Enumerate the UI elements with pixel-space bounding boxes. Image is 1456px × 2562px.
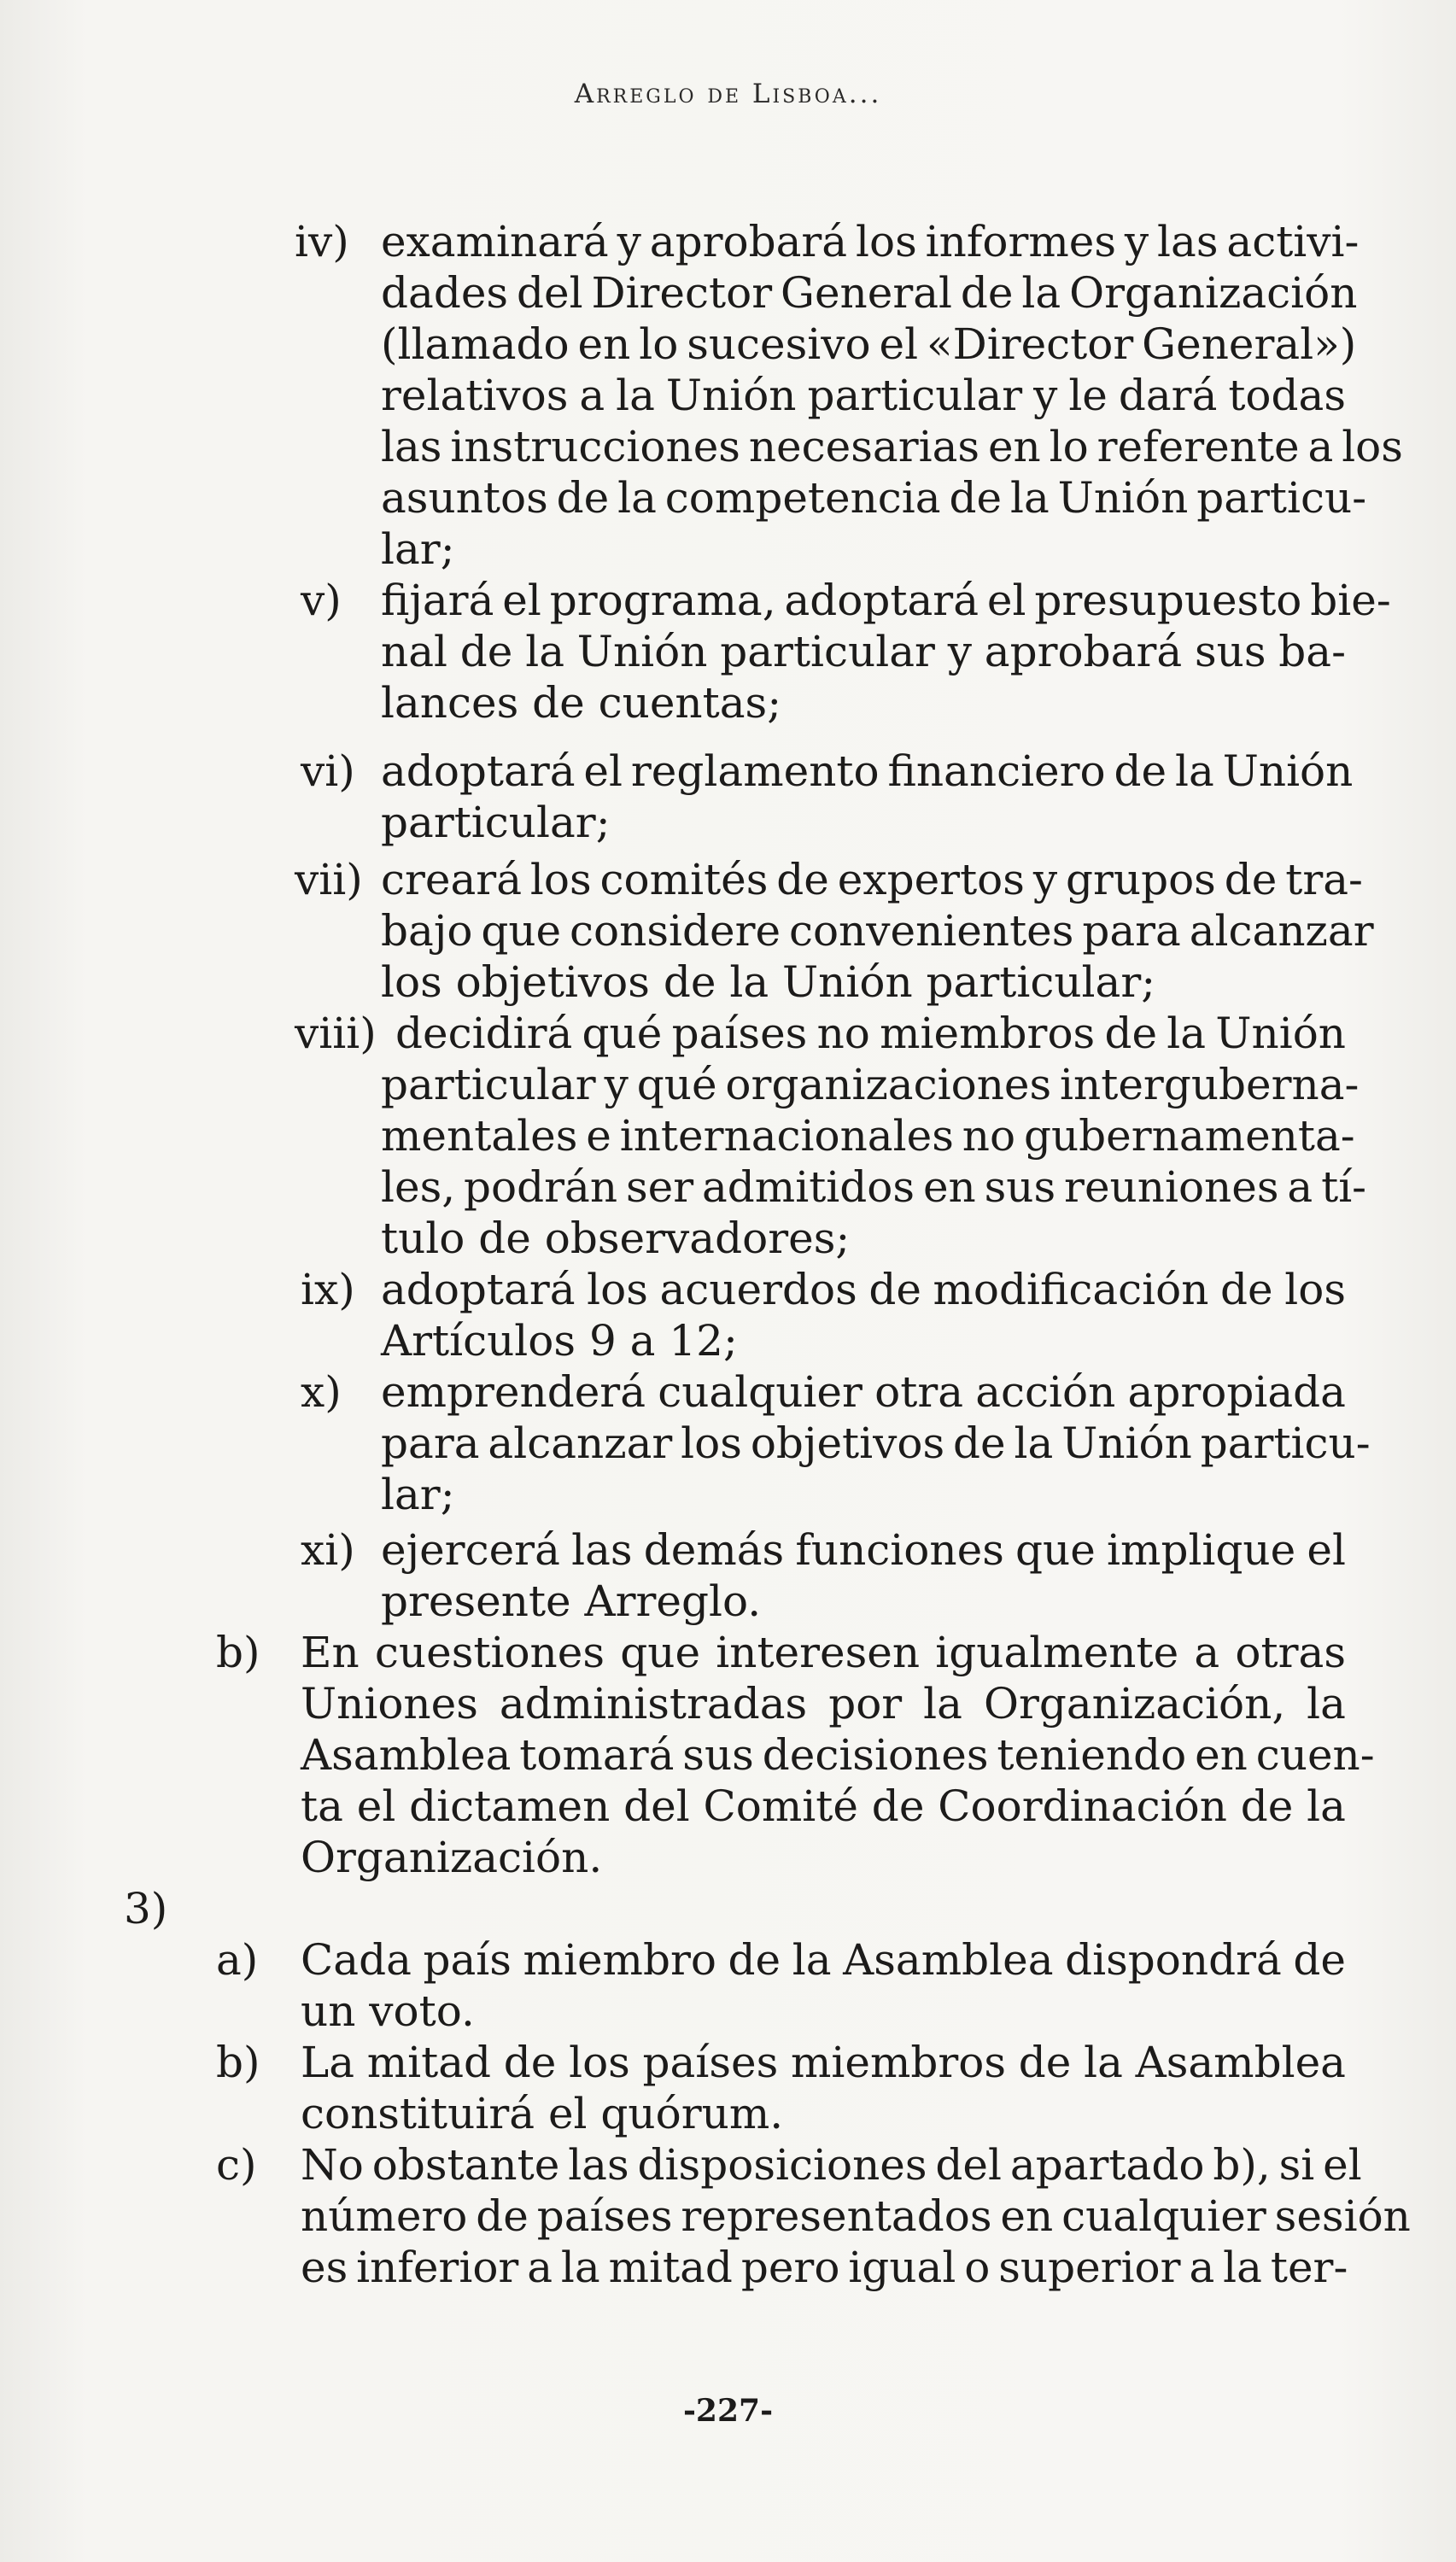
item-text-line: nal de la Unión particular y aprobará sus ba- — [381, 627, 1346, 676]
item-text-line: No obstante las disposiciones del apartado b), si el — [301, 2140, 1362, 2190]
section-label: 3) — [124, 1884, 168, 1933]
item-text-line: fijará el programa, adoptará el presupuesto bie- — [381, 576, 1391, 625]
item-text-line: asuntos de la competencia de la Unión particu- — [381, 473, 1367, 523]
item-text-line: les, podrán ser admitidos en sus reuniones a tí- — [381, 1162, 1367, 1212]
item-label: b) — [216, 2038, 260, 2087]
item-text-line: emprenderá cualquier otra acción apropiada — [381, 1367, 1346, 1417]
item-label: vii) — [295, 855, 363, 904]
item-text-line: para alcanzar los objetivos de la Unión particu- — [381, 1418, 1371, 1468]
item-text-line: bajo que considere convenientes para alcanzar — [381, 906, 1374, 956]
item-label: xi) — [301, 1525, 355, 1575]
item-text-line: La mitad de los países miembros de la Asamblea — [301, 2038, 1346, 2087]
item-text-line: particular; — [381, 798, 611, 847]
item-text-line: mentales e internacionales no gubernamenta- — [381, 1111, 1355, 1161]
item-text-line: Organización. — [301, 1833, 603, 1882]
item-text-line: lar; — [381, 524, 455, 574]
item-text-line: número de países representados en cualquier sesión — [301, 2191, 1411, 2241]
item-text-line: (llamado en lo sucesivo el «Director General») — [381, 319, 1357, 369]
item-text-line: constituirá el quórum. — [301, 2089, 784, 2138]
item-label: viii) — [295, 1009, 377, 1058]
item-label: vi) — [301, 746, 355, 796]
item-text-line: los objetivos de la Unión particular; — [381, 957, 1156, 1007]
page-number: -227- — [682, 2393, 774, 2429]
item-text-line: En cuestiones que interesen igualmente a otras — [301, 1628, 1346, 1677]
item-text-line: las instrucciones necesarias en lo referente a los — [381, 422, 1403, 471]
item-text-line: ta el dictamen del Comité de Coordinación de la — [301, 1781, 1346, 1831]
item-text-line: creará los comités de expertos y grupos de tra- — [381, 855, 1363, 904]
running-header: Arreglo de Lisboa... — [574, 79, 882, 109]
item-text-line: relativos a la Unión particular y le dará todas — [381, 371, 1346, 420]
item-text-line: ejercerá las demás funciones que implique el — [381, 1525, 1346, 1575]
item-text-line: lances de cuentas; — [381, 678, 782, 728]
item-label: v) — [301, 576, 342, 625]
item-label: iv) — [295, 217, 349, 266]
item-text-line: Asamblea tomará sus decisiones teniendo en cuen- — [301, 1730, 1375, 1780]
item-text-line: decidirá qué países no miembros de la Unión — [395, 1009, 1346, 1058]
item-text-line: particular y qué organizaciones interguberna- — [381, 1060, 1360, 1109]
item-text-line: adoptará los acuerdos de modificación de los — [381, 1265, 1346, 1314]
item-text-line: dades del Director General de la Organización — [381, 268, 1358, 318]
item-text-line: es inferior a la mitad pero igual o superior a la ter- — [301, 2243, 1348, 2292]
item-label: b) — [216, 1628, 260, 1677]
item-text-line: tulo de observadores; — [381, 1214, 851, 1263]
item-text-line: un voto. — [301, 1986, 475, 2036]
item-text-line: examinará y aprobará los informes y las activi- — [381, 217, 1360, 266]
item-text-line: adoptará el reglamento financiero de la Unión — [381, 746, 1354, 796]
item-text-line: Uniones administradas por la Organización, la — [301, 1679, 1346, 1728]
item-text-line: Artículos 9 a 12; — [381, 1316, 738, 1366]
item-label: c) — [216, 2140, 257, 2190]
item-label: a) — [216, 1935, 259, 1985]
item-label: ix) — [301, 1265, 355, 1314]
item-label: x) — [301, 1367, 342, 1417]
item-text-line: Cada país miembro de la Asamblea dispondrá de — [301, 1935, 1346, 1985]
item-text-line: lar; — [381, 1470, 455, 1519]
item-text-line: presente Arreglo. — [381, 1576, 762, 1626]
